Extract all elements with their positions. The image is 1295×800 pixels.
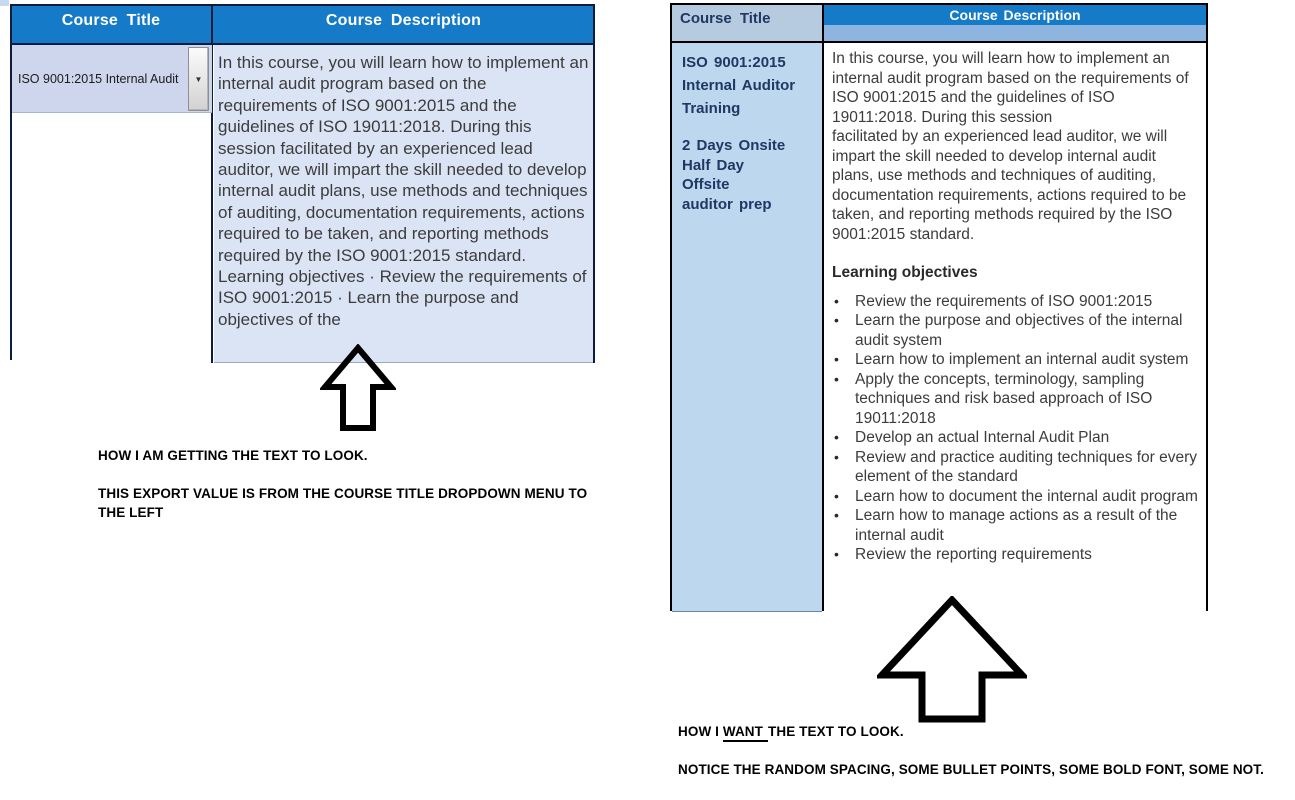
right-description-cell	[824, 43, 1206, 611]
bullet-item: • Apply the concepts, terminology, sampling techniques and risk based approach of ISO 19011:2018	[832, 370, 1200, 429]
right-table-top-border	[670, 3, 1208, 5]
learning-objectives-heading: Learning objectives	[832, 264, 978, 281]
left-description-cell	[214, 45, 593, 363]
course-title-text	[682, 51, 816, 214]
bullet-item: • Develop an actual Internal Audit Plan	[832, 428, 1200, 448]
left-table-right-border	[593, 4, 595, 363]
left-caption-line1: HOW I AM GETTING THE TEXT TO LOOK.	[98, 448, 368, 463]
right-caption-line1	[678, 722, 1238, 741]
schedule-line: auditor prep	[682, 195, 772, 213]
right-course-title-cell	[672, 43, 822, 612]
bullet-item: • Learn how to manage actions as a result of the internal audit	[832, 506, 1200, 545]
up-arrow-icon	[320, 344, 396, 432]
right-header-course-description: Course Description	[949, 7, 1081, 23]
right-course-table	[670, 3, 1208, 613]
caption-text: HOW I	[678, 724, 723, 739]
bullet-item: • Learn how to implement an internal audit system	[832, 350, 1200, 370]
spacer	[682, 120, 816, 136]
right-description-text	[832, 49, 1200, 565]
bullet-item: • Review and practice auditing techniques for every element of the standard	[832, 448, 1200, 487]
schedule-line: Half Day	[682, 156, 745, 174]
dropdown-selected-value[interactable]: ISO 9001:2015 Internal Audit	[18, 71, 179, 86]
course-title-line: ISO 9001:2015	[682, 54, 786, 71]
caption-underlined-word: WANT	[723, 724, 768, 742]
bullet-item: • Review the requirements of ISO 9001:2015	[832, 292, 1200, 312]
course-title-line: Training	[682, 100, 741, 117]
right-header-course-title: Course Title	[680, 10, 771, 27]
bullet-item: • Review the reporting requirements	[832, 545, 1200, 565]
left-table-top-border	[10, 4, 595, 6]
schedule-line: Offsite	[682, 176, 730, 193]
left-header-course-title: Course Title	[61, 12, 161, 29]
description-paragraph: In this course, you will learn how to implement an internal audit program based on the requirements of ISO 9001:2015 and the guidelines of ISO 19011:2018. During this session	[832, 50, 1189, 126]
left-caption-line2: THIS EXPORT VALUE IS FROM THE COURSE TITLE DROPDOWN MENU TO THE LEFT	[98, 486, 588, 520]
description-paragraph: facilitated by an experienced lead auditor, we will impart the skill needed to develop internal audit plans, use methods and techniques of auditing, documentation requirements, actions required to be taken, and reporting methods required by the ISO 9001:2015 standard.	[832, 128, 1187, 243]
up-arrow-icon	[877, 596, 1027, 724]
screen-edge-fragment	[0, 0, 9, 6]
chevron-down-icon: ▼	[194, 74, 203, 84]
left-header-course-description: Course Description	[325, 12, 482, 29]
left-course-table	[10, 4, 595, 363]
bullet-item: • Learn how to document the internal audit program	[832, 487, 1200, 507]
course-title-line: Internal Auditor	[682, 77, 796, 94]
dropdown-button[interactable]	[188, 47, 209, 111]
right-caption-line2: NOTICE THE RANDOM SPACING, SOME BULLET POINTS, SOME BOLD FONT, SOME NOT.	[678, 762, 1264, 777]
right-table-right-border	[1206, 3, 1208, 611]
course-title-dropdown[interactable]	[12, 45, 212, 113]
left-description-text: In this course, you will learn how to implement an internal audit program based on the requirements of ISO 9001:2015 and the guidelines of ISO 19011:2018. During this session facilitated by an experienced lead auditor, we will impart the skill needed to develop internal audit plans, use methods and techniques of auditing, documentation requirements, actions required to be taken, and reporting methods required by the ISO 9001:2015 standard. Learning objectives · Review the requirements of ISO 9001:2015 · Learn the purpose and objectives of the	[218, 53, 589, 329]
right-description-header-band	[824, 25, 1206, 41]
schedule-line: 2 Days Onsite	[682, 137, 786, 154]
objectives-bullet-list	[832, 292, 1200, 565]
bullet-item: • Learn the purpose and objectives of the internal audit system	[832, 311, 1200, 350]
caption-text: THE TEXT TO LOOK.	[768, 724, 904, 739]
